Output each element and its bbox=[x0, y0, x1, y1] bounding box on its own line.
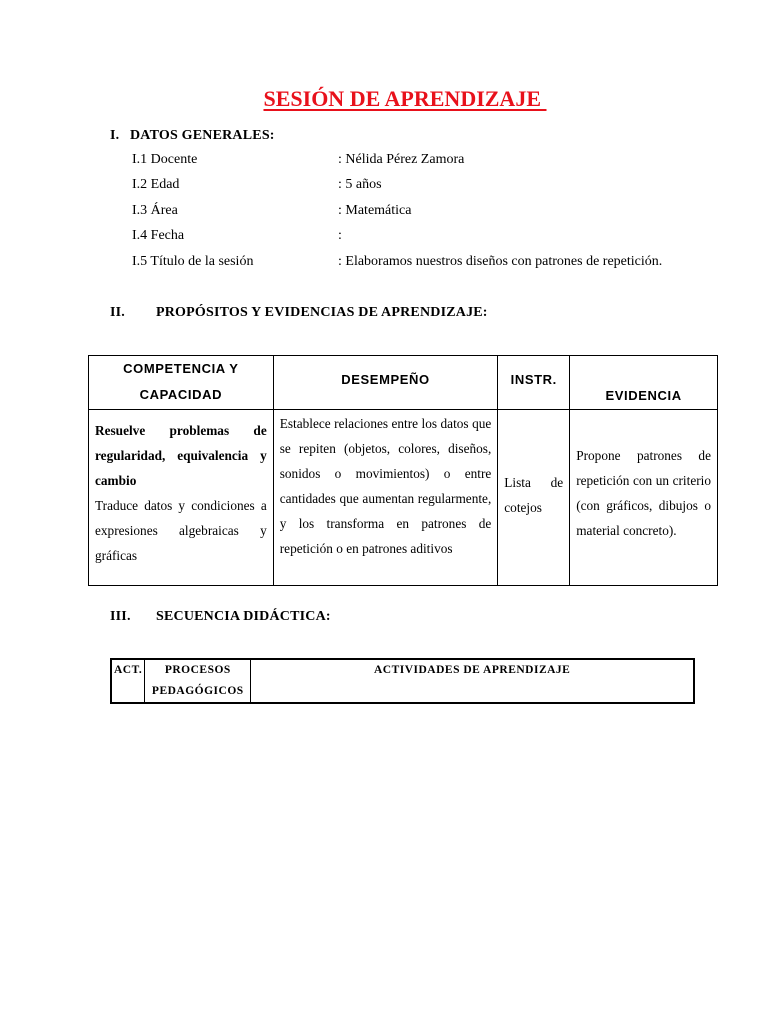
header-desempeno: DESEMPEÑO bbox=[273, 356, 498, 410]
secuencia-table bbox=[110, 658, 695, 704]
table-header-row bbox=[111, 659, 694, 703]
section-title: PROPÓSITOS Y EVIDENCIAS DE APRENDIZAJE: bbox=[156, 305, 488, 320]
datos-value: : 5 años bbox=[338, 177, 382, 192]
header-procesos: PROCESOS PEDAGÓGICOS bbox=[145, 659, 251, 703]
header-actividades: ACTIVIDADES DE APRENDIZAJE bbox=[251, 659, 694, 703]
datos-value: : Elaboramos nuestros diseños con patrones de repetición. bbox=[338, 254, 663, 269]
datos-row-fecha bbox=[132, 228, 732, 250]
section-secuencia bbox=[110, 609, 510, 629]
datos-label: I.4 Fecha bbox=[132, 228, 185, 243]
table-row bbox=[89, 410, 718, 586]
header-evidencia: EVIDENCIA bbox=[570, 356, 718, 410]
datos-row-docente bbox=[132, 152, 732, 174]
table-header-row bbox=[89, 356, 718, 410]
datos-value: : bbox=[338, 228, 342, 243]
datos-value: : Nélida Pérez Zamora bbox=[338, 152, 465, 167]
section-title: SECUENCIA DIDÁCTICA: bbox=[156, 609, 331, 624]
section-number: I. bbox=[110, 128, 120, 143]
datos-row-titulo bbox=[132, 254, 732, 276]
datos-row-area bbox=[132, 203, 732, 225]
datos-label: I.3 Área bbox=[132, 203, 178, 218]
header-instr: INSTR. bbox=[498, 356, 570, 410]
page-title: SESIÓN DE APRENDIZAJE bbox=[263, 86, 547, 111]
cell-instr: Lista de cotejos bbox=[498, 410, 570, 586]
section-propositos bbox=[110, 305, 610, 325]
cell-desempeno: Establece relaciones entre los datos que se repiten (objetos, colores, diseños, sonidos o movimientos) o entre cantidades que aumentan regularmente, y los transforma en patrones de repetición o en patrones aditivos bbox=[273, 410, 498, 586]
cell-evidencia: Propone patrones de repetición con un criterio (con gráficos, dibujos o material concreto). bbox=[570, 410, 718, 586]
datos-label: I.2 Edad bbox=[132, 177, 180, 192]
propositos-table bbox=[88, 355, 718, 586]
section-number: II. bbox=[110, 305, 125, 320]
datos-label: I.1 Docente bbox=[132, 152, 198, 167]
capacidad-text: Traduce datos y condiciones a expresiones algebraicas y gráficas bbox=[95, 498, 267, 563]
competencia-text: Resuelve problemas de regularidad, equivalencia y cambio bbox=[95, 423, 267, 488]
datos-row-edad bbox=[132, 177, 732, 199]
datos-value: : Matemática bbox=[338, 203, 412, 218]
datos-label: I.5 Título de la sesión bbox=[132, 254, 254, 269]
header-act: ACT. bbox=[111, 659, 145, 703]
section-number: III. bbox=[110, 609, 131, 624]
cell-competencia bbox=[89, 410, 274, 586]
section-datos-generales bbox=[110, 128, 510, 148]
section-title: DATOS GENERALES: bbox=[130, 128, 275, 143]
header-competencia: COMPETENCIA Y CAPACIDAD bbox=[89, 356, 274, 410]
